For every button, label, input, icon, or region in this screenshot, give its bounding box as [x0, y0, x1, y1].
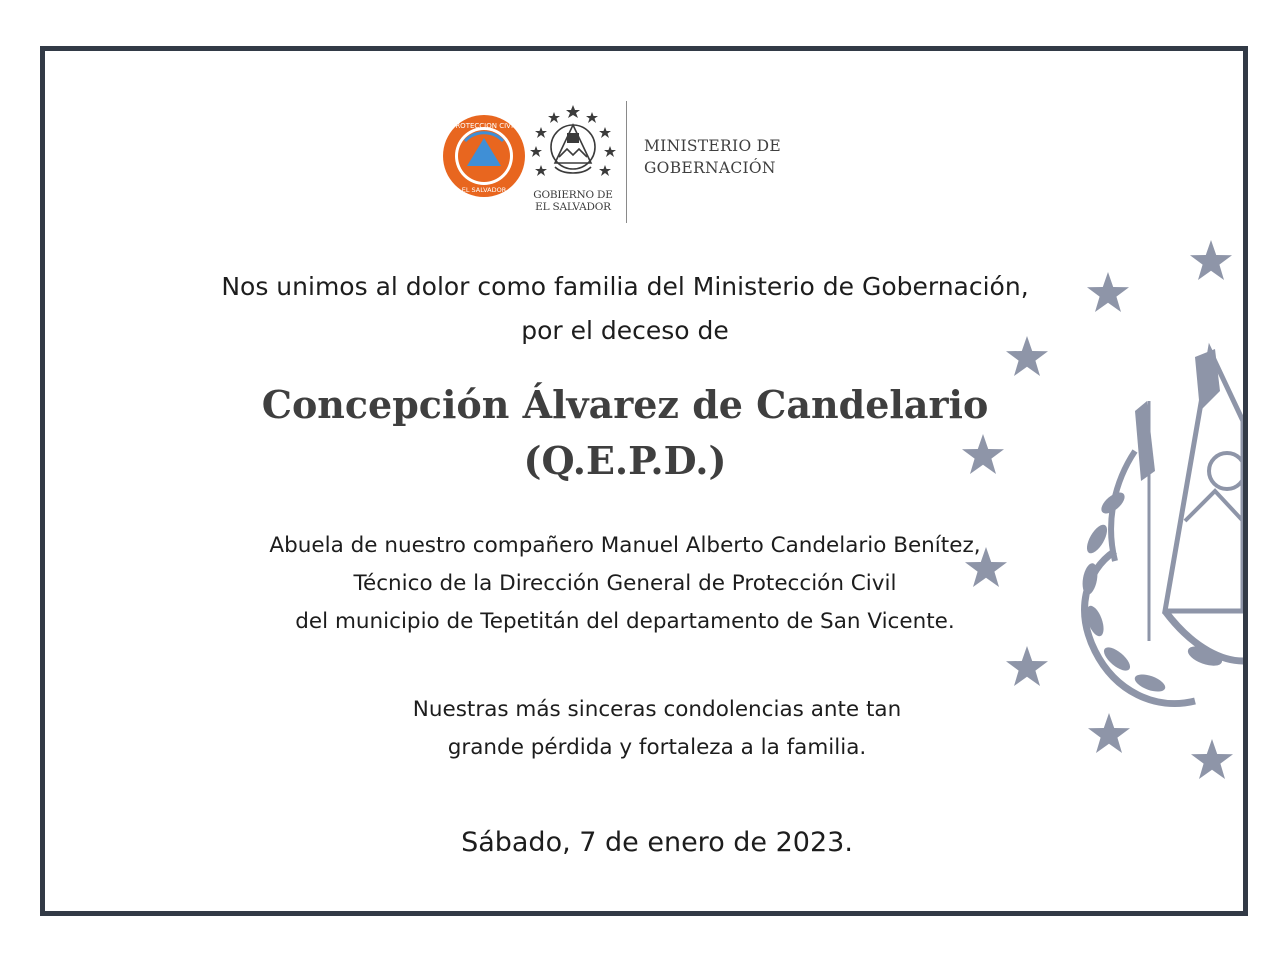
deceased-name-line: Concepción Álvarez de Candelario: [261, 382, 989, 427]
intro-line1: Nos unimos al dolor como familia del Ministerio de Gobernación,: [221, 272, 1029, 301]
el-salvador-coat-of-arms-icon: [527, 103, 619, 187]
ministerio-line2: GOBERNACIÓN: [644, 159, 776, 177]
proteccion-civil-logo: [441, 111, 527, 201]
gobierno-logo: [527, 103, 613, 223]
detail-line2: Técnico de la Dirección General de Protección Civil: [353, 571, 897, 596]
condolence-line2: grande pérdida y fortaleza a la familia.: [447, 735, 867, 760]
notice-date: Sábado, 7 de enero de 2023.: [461, 827, 853, 858]
condolence-line1: Nuestras más sinceras condolencias ante tan: [412, 697, 902, 722]
condolence-message: [77, 691, 1237, 767]
deceased-name: [45, 377, 1205, 489]
condolence-card: [40, 46, 1248, 916]
intro-line2: por el deceso de: [521, 316, 729, 345]
pc-ring-top: PROTECCION CIVIL: [451, 122, 517, 130]
logo-divider: [626, 101, 627, 223]
gobierno-label-line1: GOBIERNO DE: [533, 189, 613, 201]
pc-ring-bottom: EL SALVADOR: [461, 186, 507, 194]
intro-text: [45, 265, 1205, 353]
gobierno-label: [527, 189, 619, 213]
ministerio-line1: MINISTERIO DE: [644, 137, 782, 155]
gobierno-label-line2: EL SALVADOR: [535, 201, 611, 213]
relationship-details: [45, 527, 1205, 641]
detail-line3: del municipio de Tepetitán del departamento de San Vicente.: [295, 609, 955, 634]
header-logos: [441, 101, 841, 223]
detail-line1: Abuela de nuestro compañero Manuel Alberto Candelario Benítez,: [269, 533, 981, 558]
qepd-line: (Q.E.P.D.): [523, 438, 727, 483]
ministerio-label: [644, 135, 844, 179]
